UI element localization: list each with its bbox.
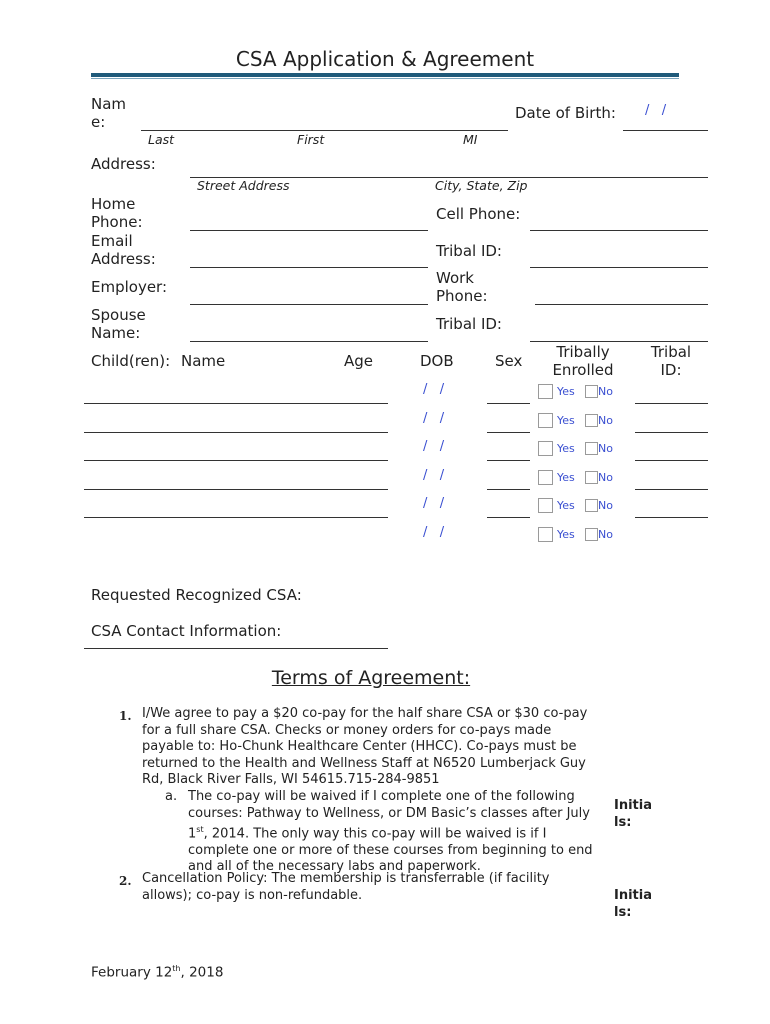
child-dob-column: DOB: [420, 352, 454, 370]
child-dob-field[interactable]: / /: [423, 439, 445, 454]
enrolled-no-label: No: [598, 471, 613, 484]
child-dob-field[interactable]: / /: [423, 525, 445, 540]
terms-heading: Terms of Agreement:: [271, 667, 471, 689]
mi-caption: MI: [463, 132, 478, 147]
dob-field[interactable]: [623, 130, 708, 131]
home-phone-label: Home Phone:: [91, 195, 143, 231]
csa-contact-field[interactable]: [84, 648, 388, 649]
child-name-field[interactable]: [84, 489, 388, 490]
enrolled-yes-label: Yes: [557, 499, 575, 512]
footer-date: February 12th, 2018: [91, 964, 224, 981]
child-name-field[interactable]: [84, 517, 388, 518]
child-sex-field[interactable]: [487, 517, 530, 518]
term-1a-letter: a.: [165, 789, 178, 804]
enrolled-yes-label: Yes: [557, 471, 575, 484]
enrolled-no-label: No: [598, 414, 613, 427]
child-tribal-id-field[interactable]: [635, 460, 708, 461]
spouse-name-label: Spouse Name:: [91, 306, 146, 342]
spouse-tribal-id-field[interactable]: [530, 341, 708, 342]
enrolled-no-label: No: [598, 385, 613, 398]
tribal-id-field[interactable]: [530, 267, 708, 268]
city-state-zip-caption: City, State, Zip: [435, 178, 528, 193]
enrolled-yes-label: Yes: [557, 385, 575, 398]
enrolled-no-checkbox[interactable]: [585, 471, 598, 484]
child-enrolled-column: Tribally Enrolled: [552, 343, 614, 379]
title-rule-thin: [91, 78, 679, 79]
work-phone-label: Work Phone:: [436, 269, 488, 305]
enrolled-yes-label: Yes: [557, 414, 575, 427]
child-tribal-id-field[interactable]: [635, 489, 708, 490]
enrolled-no-checkbox[interactable]: [585, 499, 598, 512]
employer-field[interactable]: [190, 304, 428, 305]
csa-contact-label: CSA Contact Information:: [91, 622, 282, 640]
name-label: Nam e:: [91, 95, 127, 131]
email-field[interactable]: [190, 267, 428, 268]
enrolled-no-checkbox[interactable]: [585, 528, 598, 541]
enrolled-no-checkbox[interactable]: [585, 414, 598, 427]
enrolled-no-label: No: [598, 442, 613, 455]
child-dob-field[interactable]: / /: [423, 468, 445, 483]
work-phone-field[interactable]: [535, 304, 708, 305]
children-label: Child(ren):: [91, 352, 171, 370]
child-dob-field[interactable]: / /: [423, 411, 445, 426]
dob-label: Date of Birth:: [515, 104, 616, 122]
child-tribal-id-column: Tribal ID:: [650, 343, 692, 379]
spouse-tribal-id-label: Tribal ID:: [436, 315, 502, 333]
enrolled-yes-checkbox[interactable]: [538, 498, 553, 513]
child-name-field[interactable]: [84, 403, 388, 404]
term-1-initials-label: Initia ls:: [614, 798, 652, 830]
child-tribal-id-field[interactable]: [635, 432, 708, 433]
child-sex-column: Sex: [495, 352, 523, 370]
spouse-name-field[interactable]: [190, 341, 428, 342]
term-1-text: I/We agree to pay a $20 co-pay for the half share CSA or $30 co-pay for a full share CSA. Checks or money orders for co-pays made payable to: Ho-Chunk Healthcare Center (HHCC). Co-pays must be returned to the Health and Wellness Staff at N6520 Lumberjack Guy Rd, Black River Falls, WI 54615.715-284-9851: [142, 706, 588, 787]
child-age-column: Age: [344, 352, 374, 370]
child-sex-field[interactable]: [487, 460, 530, 461]
child-name-field[interactable]: [84, 460, 388, 461]
child-tribal-id-field[interactable]: [635, 403, 708, 404]
last-name-caption: Last: [148, 132, 175, 147]
child-sex-field[interactable]: [487, 432, 530, 433]
enrolled-yes-label: Yes: [557, 528, 575, 541]
street-address-caption: Street Address: [197, 178, 290, 193]
child-tribal-id-field[interactable]: [635, 517, 708, 518]
term-2-text: Cancellation Policy: The membership is transferrable (if facility allows); co-pay is non-refundable.: [142, 871, 550, 903]
child-name-field[interactable]: [84, 432, 388, 433]
child-sex-field[interactable]: [487, 489, 530, 490]
term-2-number: 2.: [119, 874, 132, 888]
term-1a-text: The co-pay will be waived if I complete one of the following courses: Pathway to Wellness, or DM Basic’s classes after July 1st, 2014. The only way this co-pay will be waived is if I complete one or more of these courses from beginning to end and all of the necessary labs and paperwork.: [188, 789, 593, 875]
enrolled-yes-label: Yes: [557, 442, 575, 455]
page-title: CSA Application & Agreement: [235, 47, 535, 71]
enrolled-yes-checkbox[interactable]: [538, 384, 553, 399]
cell-phone-label: Cell Phone:: [436, 205, 521, 223]
dob-field-slashes: / /: [645, 103, 667, 118]
enrolled-no-checkbox[interactable]: [585, 385, 598, 398]
child-dob-field[interactable]: / /: [423, 382, 445, 397]
tribal-id-label: Tribal ID:: [436, 242, 502, 260]
enrolled-yes-checkbox[interactable]: [538, 527, 553, 542]
child-name-column: Name: [181, 352, 226, 370]
enrolled-yes-checkbox[interactable]: [538, 441, 553, 456]
term-2-initials-label: Initia ls:: [614, 888, 652, 920]
enrolled-yes-checkbox[interactable]: [538, 413, 553, 428]
child-sex-field[interactable]: [487, 403, 530, 404]
child-dob-field[interactable]: / /: [423, 496, 445, 511]
enrolled-no-label: No: [598, 528, 613, 541]
enrolled-no-label: No: [598, 499, 613, 512]
title-rule: [91, 73, 679, 77]
enrolled-no-checkbox[interactable]: [585, 442, 598, 455]
term-1-number: 1.: [119, 709, 132, 723]
enrolled-yes-checkbox[interactable]: [538, 470, 553, 485]
address-label: Address:: [91, 155, 156, 173]
first-name-caption: First: [297, 132, 325, 147]
requested-csa-label: Requested Recognized CSA:: [91, 586, 302, 604]
home-phone-field[interactable]: [190, 230, 428, 231]
cell-phone-field[interactable]: [530, 230, 708, 231]
email-label: Email Address:: [91, 232, 156, 268]
name-field[interactable]: [141, 130, 508, 131]
employer-label: Employer:: [91, 278, 168, 296]
